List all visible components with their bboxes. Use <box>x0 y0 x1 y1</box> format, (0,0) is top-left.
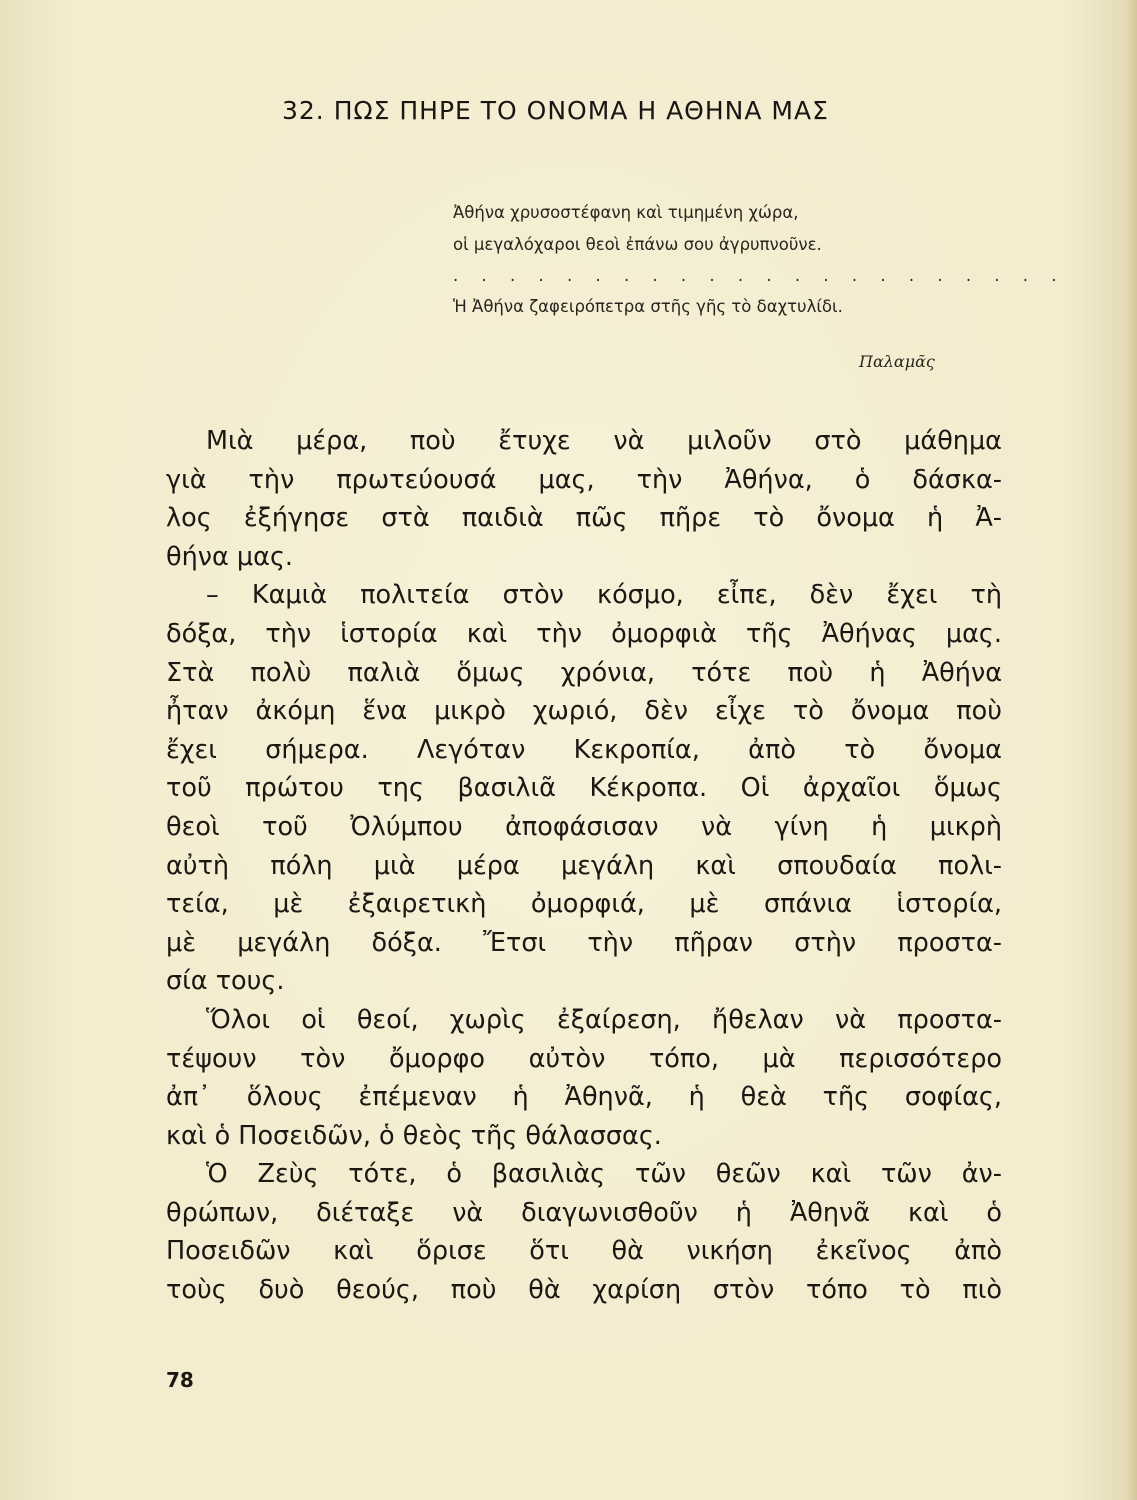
epigraph <box>453 197 1066 323</box>
text-line: ἦταν ἀκόμη ἕνα μικρὸ χωριό, δὲν εἶχε τὸ ὄνομα ποὺ <box>166 696 1002 727</box>
text-line: Μιὰ μέρα, ποὺ ἔτυχε νὰ μιλοῦν στὸ μάθημα <box>206 426 1002 456</box>
text-line: θρώπων, διέταξε νὰ διαγωνισθοῦν ἡ Ἀθηνᾶ καὶ ὁ <box>166 1197 1002 1228</box>
page-edge <box>1127 0 1137 1500</box>
text-line: γιὰ τὴν πρωτεύουσά μας, τὴν Ἀθήνα, ὁ δάσκα- <box>166 464 1002 495</box>
epigraph-line: Ἀθήνα χρυσοστέφανη καὶ τιμημένη χώρα, <box>453 203 799 222</box>
text-line: Ποσειδῶν καὶ ὅρισε ὅτι θὰ νικήση ἐκεῖνος ἀπὸ <box>166 1236 1002 1267</box>
chapter-title: 32. ΠΩΣ ΠΗΡΕ ΤΟ ΟΝΟΜΑ Η ΑΘΗΝΑ ΜΑΣ <box>282 96 829 125</box>
text-line: Ὁ Ζεὺς τότε, ὁ βασιλιὰς τῶν θεῶν καὶ τῶν ἀν- <box>206 1159 1002 1190</box>
epigraph-author: Παλαμᾶς <box>859 352 935 371</box>
text-line: μὲ μεγάλη δόξα. Ἔτσι τὴν πῆραν στὴν προστα- <box>166 927 1002 958</box>
text-line: σία τους. <box>166 966 285 997</box>
text-line: τέψουν τὸν ὄμορφο αὐτὸν τόπο, μὰ περισσότερο <box>166 1043 1002 1074</box>
text-line: θεοὶ τοῦ Ὀλύμπου ἀποφάσισαν νὰ γίνη ἡ μικρὴ <box>166 811 1002 842</box>
text-line: δόξα, τὴν ἱστορία καὶ τὴν ὀμορφιὰ τῆς Ἀθήνας μας. <box>166 618 1002 649</box>
main-text <box>166 422 1002 1310</box>
text-line: – Καμιὰ πολιτεία στὸν κόσμο, εἶπε, δὲν ἔχει τὴ <box>206 580 1002 611</box>
text-line: τοὺς δυὸ θεούς, ποὺ θὰ χαρίση στὸν τόπο τὸ πιὸ <box>166 1275 1002 1306</box>
text-line: Στὰ πολὺ παλιὰ ὅμως χρόνια, τότε ποὺ ἡ Ἀθήνα <box>166 657 1002 688</box>
text-line: Ὅλοι οἱ θεοί, χωρὶς ἐξαίρεση, ἤθελαν νὰ προστα- <box>206 1004 1002 1035</box>
epigraph-line: Ἡ Ἀθήνα ζαφειρόπετρα στῆς γῆς τὸ δαχτυλίδι. <box>453 297 843 316</box>
text-line: ἀπ᾽ ὅλους ἐπέμεναν ἡ Ἀθηνᾶ, ἡ θεὰ τῆς σοφίας, <box>166 1082 1002 1113</box>
text-line: θήνα μας. <box>166 541 294 572</box>
text-line: ἔχει σήμερα. Λεγόταν Κεκροπία, ἀπὸ τὸ ὄνομα <box>166 734 1002 765</box>
text-line: αὐτὴ πόλη μιὰ μέρα μεγάλη καὶ σπουδαία πολι- <box>166 850 1002 881</box>
page-number: 78 <box>166 1368 194 1392</box>
epigraph-ellipsis: . . . . . . . . . . . . . . . . . . . . . . <box>453 266 1066 285</box>
epigraph-line: οἱ μεγαλόχαροι θεοὶ ἐπάνω σου ἀγρυπνοῦνε. <box>453 235 822 254</box>
text-line: λος ἐξήγησε στὰ παιδιὰ πῶς πῆρε τὸ ὄνομα ἡ Ἀ- <box>166 503 1002 534</box>
text-line: τοῦ πρώτου της βασιλιᾶ Κέκροπα. Οἱ ἀρχαῖοι ὅμως <box>166 773 1002 804</box>
text-line: καὶ ὁ Ποσειδῶν, ὁ θεὸς τῆς θάλασσας. <box>166 1120 662 1151</box>
text-line: τεία, μὲ ἐξαιρετικὴ ὀμορφιά, μὲ σπάνια ἱστορία, <box>166 889 1002 920</box>
